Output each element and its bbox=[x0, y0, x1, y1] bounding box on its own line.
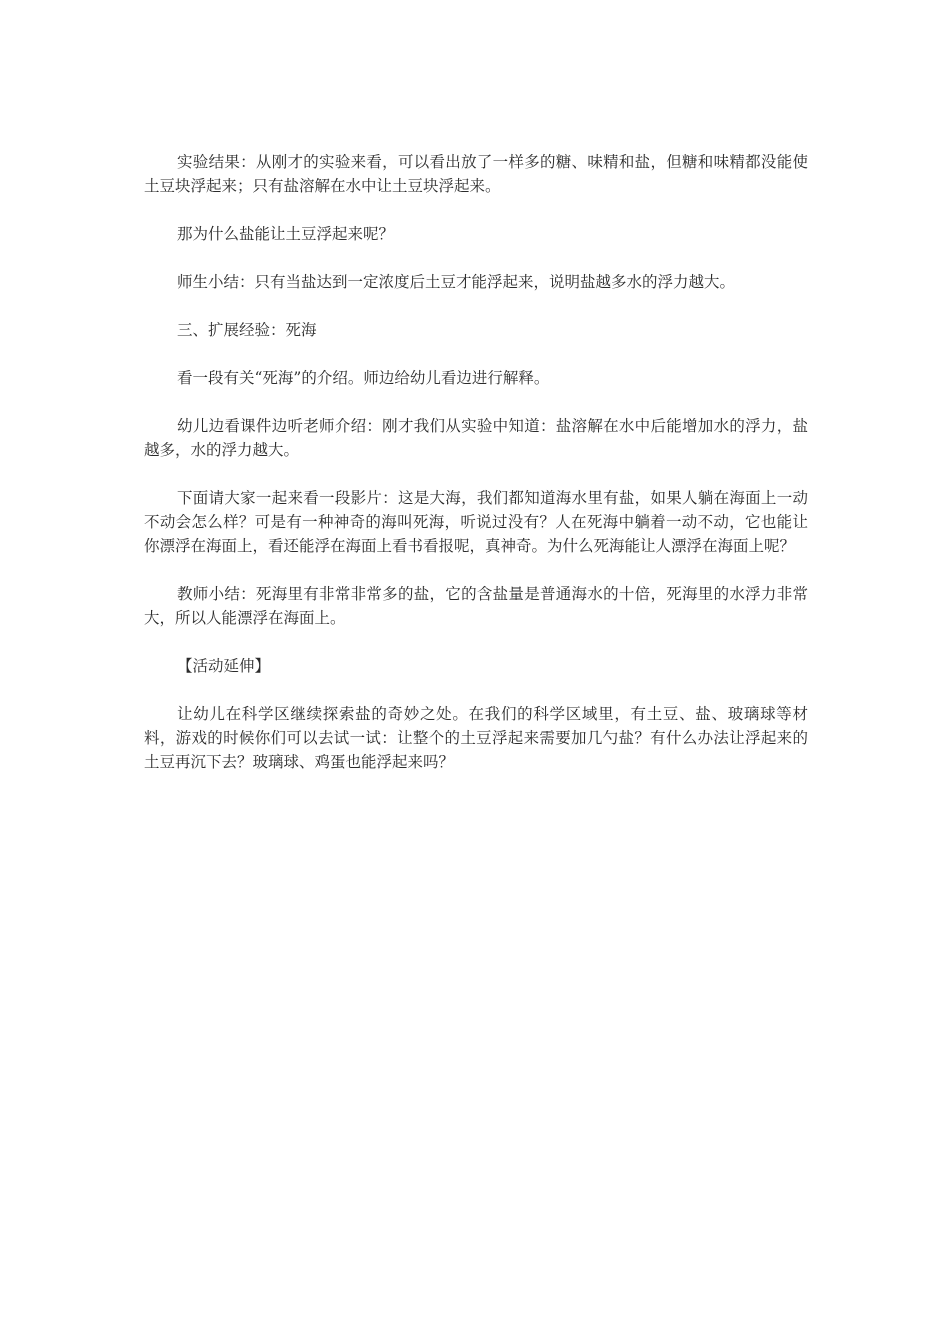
paragraph-courseware: 幼儿边看课件边听老师介绍：刚才我们从实验中知道：盐溶解在水中后能增加水的浮力，盐越多，水的浮力越大。 bbox=[144, 417, 808, 459]
paragraph-intro: 看一段有关“死海”的介绍。师边给幼儿看边进行解释。 bbox=[177, 369, 550, 387]
section-heading-dead-sea: 三、扩展经验：死海 bbox=[177, 321, 317, 339]
section-heading-extension: 【活动延伸】 bbox=[177, 657, 271, 675]
paragraph-question: 那为什么盐能让土豆浮起来呢？ bbox=[177, 225, 395, 243]
paragraph-video: 下面请大家一起来看一段影片：这是大海，我们都知道海水里有盐，如果人躺在海面上一动不动会怎么样？可是有一种神奇的海叫死海，听说过没有？人在死海中躺着一动不动，它也能让你漂浮在海面上，看还能浮在海面上看书看报呢，真神奇。为什么死海能让人漂浮在海面上呢？ bbox=[144, 489, 808, 555]
document-body bbox=[144, 150, 808, 798]
paragraph-experiment-result: 实验结果：从刚才的实验来看，可以看出放了一样多的糖、味精和盐，但糖和味精都没能使土豆块浮起来；只有盐溶解在水中让土豆块浮起来。 bbox=[144, 153, 808, 195]
paragraph-summary: 师生小结：只有当盐达到一定浓度后土豆才能浮起来，说明盐越多水的浮力越大。 bbox=[177, 273, 736, 291]
paragraph-extension: 让幼儿在科学区继续探索盐的奇妙之处。在我们的科学区域里，有土豆、盐、玻璃球等材料，游戏的时候你们可以去试一试：让整个的土豆浮起来需要加几勺盐？有什么办法让浮起来的土豆再沉下去？玻璃球、鸡蛋也能浮起来吗？ bbox=[144, 705, 808, 771]
paragraph-teacher-summary: 教师小结：死海里有非常非常多的盐，它的含盐量是普通海水的十倍，死海里的水浮力非常大，所以人能漂浮在海面上。 bbox=[144, 585, 808, 627]
